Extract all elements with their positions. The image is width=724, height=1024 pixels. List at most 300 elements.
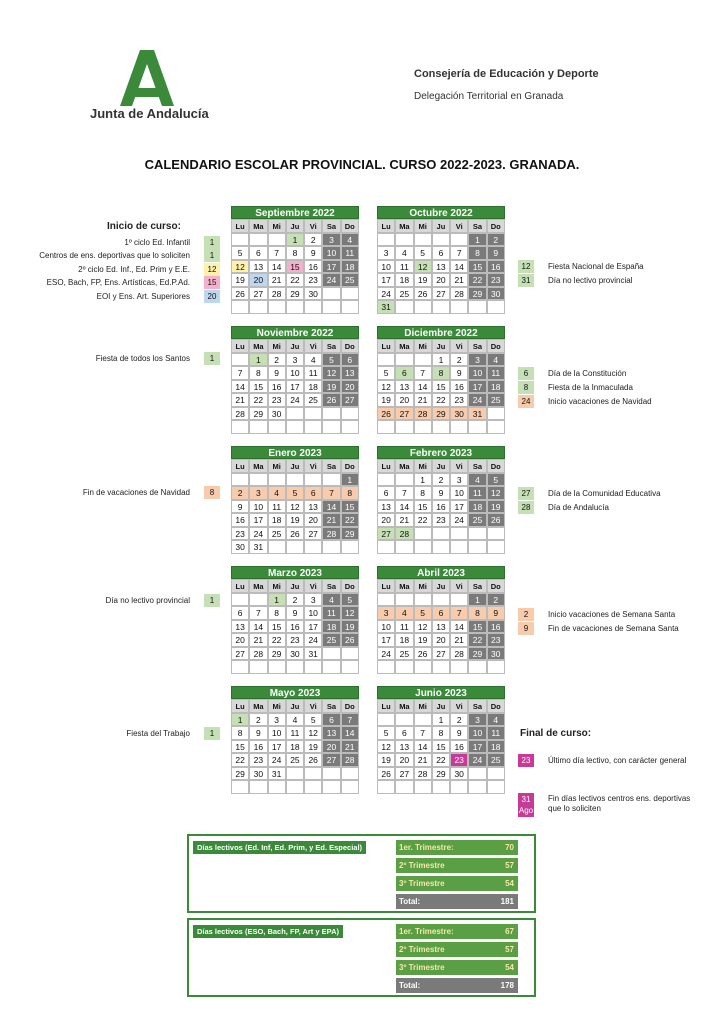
row-value: 57 (505, 945, 514, 954)
day-cell: 14 (395, 500, 413, 514)
day-cell: 28 (249, 647, 267, 661)
empty-cell (414, 527, 432, 541)
day-cell: 8 (432, 366, 450, 380)
legend-chip: 24 (518, 395, 534, 408)
empty-cell (286, 540, 304, 554)
day-cell: 18 (286, 740, 304, 754)
day-cell: 1 (432, 713, 450, 727)
day-cell: 24 (468, 753, 486, 767)
day-cell: 3 (377, 606, 395, 620)
day-cell: 2 (432, 473, 450, 487)
day-cell: 4 (487, 713, 505, 727)
empty-cell (468, 527, 486, 541)
row-value: 57 (505, 861, 514, 870)
empty-cell (414, 593, 432, 607)
day-cell: 4 (341, 233, 359, 247)
day-cell: 26 (231, 287, 249, 301)
day-cell: 8 (414, 486, 432, 500)
day-cell: 6 (249, 246, 267, 260)
empty-cell (286, 660, 304, 674)
empty-cell (304, 767, 322, 781)
day-cell: 25 (304, 393, 322, 407)
day-cell: 17 (286, 380, 304, 394)
empty-cell (304, 780, 322, 794)
empty-cell (341, 300, 359, 314)
legend-label: Día de Andalucía (548, 503, 609, 512)
day-cell: 20 (432, 633, 450, 647)
day-cell: 3 (322, 233, 340, 247)
month-calendar (377, 686, 505, 794)
day-cell: 1 (286, 233, 304, 247)
day-cell: 22 (468, 633, 486, 647)
day-cell: 30 (487, 647, 505, 661)
day-cell: 3 (304, 593, 322, 607)
day-cell: 16 (304, 260, 322, 274)
day-cell: 17 (322, 260, 340, 274)
totals-box (187, 918, 536, 997)
weekday-header: Do (341, 699, 359, 713)
day-cell: 3 (249, 486, 267, 500)
logo-text: Junta de Andalucía (90, 106, 209, 121)
empty-cell (322, 647, 340, 661)
day-cell: 14 (450, 620, 468, 634)
empty-cell (249, 780, 267, 794)
day-cell: 6 (377, 486, 395, 500)
weekday-header: Vi (450, 579, 468, 593)
empty-cell (341, 647, 359, 661)
month-calendar (377, 566, 505, 674)
day-cell: 30 (286, 647, 304, 661)
empty-cell (377, 593, 395, 607)
inicio-chip: 15 (204, 276, 220, 289)
day-cell: 24 (286, 393, 304, 407)
day-cell: 14 (341, 726, 359, 740)
legend-label (548, 794, 690, 814)
day-cell: 2 (450, 713, 468, 727)
day-cell: 18 (322, 620, 340, 634)
day-cell: 2 (231, 486, 249, 500)
day-cell: 19 (414, 633, 432, 647)
empty-cell (322, 407, 340, 421)
day-cell: 7 (414, 726, 432, 740)
day-cell: 22 (231, 753, 249, 767)
day-cell: 29 (468, 287, 486, 301)
day-cell: 11 (395, 260, 413, 274)
day-cell: 4 (487, 353, 505, 367)
month-title: Marzo 2023 (231, 566, 359, 579)
day-cell: 10 (268, 726, 286, 740)
weekday-header: Sa (468, 219, 486, 233)
empty-cell (487, 300, 505, 314)
empty-cell (414, 780, 432, 794)
weekday-header: Lu (377, 579, 395, 593)
day-cell: 13 (249, 260, 267, 274)
day-cell: 11 (304, 366, 322, 380)
empty-cell (268, 540, 286, 554)
legend-label: Fiesta Nacional de España (548, 262, 644, 271)
totals-label: Días lectivos (ESO, Bach, FP, Art y EPA) (193, 925, 343, 938)
day-cell: 30 (231, 540, 249, 554)
empty-cell (231, 420, 249, 434)
day-cell: 27 (377, 527, 395, 541)
day-cell: 11 (468, 486, 486, 500)
day-cell: 3 (377, 246, 395, 260)
empty-cell (395, 713, 413, 727)
day-cell: 24 (468, 393, 486, 407)
empty-cell (268, 420, 286, 434)
empty-cell (268, 473, 286, 487)
weekday-header: Lu (231, 219, 249, 233)
day-cell: 23 (450, 393, 468, 407)
day-cell: 10 (304, 606, 322, 620)
weekday-header: Vi (450, 339, 468, 353)
day-cell: 13 (395, 380, 413, 394)
weekday-header: Do (487, 699, 505, 713)
chip-trabajo: 1 (204, 727, 220, 740)
day-cell: 6 (304, 486, 322, 500)
day-cell: 28 (322, 527, 340, 541)
day-cell: 9 (286, 606, 304, 620)
day-cell: 27 (395, 767, 413, 781)
day-cell: 18 (487, 380, 505, 394)
weekday-header: Do (341, 579, 359, 593)
day-cell: 29 (286, 287, 304, 301)
day-cell: 22 (468, 273, 486, 287)
empty-cell (231, 780, 249, 794)
inicio-label: ESO, Bach, FP, Ens. Artísticas, Ed.P.Ad. (46, 278, 190, 288)
weekday-header: Ma (249, 459, 267, 473)
legend-label-line: Fin días lectivos centros ens. deportivas (548, 794, 691, 803)
day-cell: 21 (450, 273, 468, 287)
day-cell: 25 (268, 527, 286, 541)
day-cell: 1 (468, 593, 486, 607)
weekday-header: Ma (249, 339, 267, 353)
label-navidad-fin: Fin de vacaciones de Navidad (82, 488, 190, 497)
weekday-header: Sa (322, 459, 340, 473)
day-cell: 5 (341, 593, 359, 607)
empty-cell (231, 473, 249, 487)
chip-santos: 1 (204, 352, 220, 365)
weekday-header: Do (487, 219, 505, 233)
weekday-header: Ma (395, 579, 413, 593)
weekday-header: Do (341, 339, 359, 353)
empty-cell (304, 660, 322, 674)
weekday-header: Ma (395, 219, 413, 233)
empty-cell (377, 660, 395, 674)
day-cell: 25 (468, 513, 486, 527)
day-cell: 16 (450, 380, 468, 394)
empty-cell (322, 660, 340, 674)
day-cell: 24 (304, 633, 322, 647)
empty-cell (414, 713, 432, 727)
day-cell: 29 (231, 767, 249, 781)
legend-chip: 2 (518, 608, 534, 621)
day-cell: 7 (231, 366, 249, 380)
day-cell: 31 (249, 540, 267, 554)
empty-cell (341, 660, 359, 674)
day-cell: 26 (286, 527, 304, 541)
day-cell: 5 (304, 713, 322, 727)
day-cell: 4 (395, 606, 413, 620)
weekday-header: Ju (286, 459, 304, 473)
day-cell: 25 (322, 633, 340, 647)
day-cell: 7 (322, 486, 340, 500)
row-value: 54 (505, 963, 514, 972)
day-cell: 23 (432, 513, 450, 527)
day-cell: 10 (249, 500, 267, 514)
empty-cell (432, 420, 450, 434)
weekday-header: Ma (249, 699, 267, 713)
month-title: Enero 2023 (231, 446, 359, 459)
inicio-title: Inicio de curso: (107, 221, 181, 232)
day-cell: 4 (286, 713, 304, 727)
row-label: Total: (399, 897, 421, 906)
day-cell: 26 (304, 753, 322, 767)
day-cell: 2 (487, 233, 505, 247)
legend-chip (518, 793, 534, 817)
day-cell: 15 (468, 260, 486, 274)
day-cell: 19 (231, 273, 249, 287)
day-cell: 8 (231, 726, 249, 740)
month-calendar (377, 326, 505, 434)
empty-cell (414, 353, 432, 367)
day-cell: 2 (286, 593, 304, 607)
day-cell: 7 (450, 606, 468, 620)
totals-box (187, 834, 536, 913)
empty-cell (414, 420, 432, 434)
empty-cell (450, 593, 468, 607)
weekday-header: Lu (377, 459, 395, 473)
row-value: 54 (505, 879, 514, 888)
empty-cell (487, 780, 505, 794)
empty-cell (322, 287, 340, 301)
day-cell: 9 (304, 246, 322, 260)
day-cell: 15 (432, 740, 450, 754)
empty-cell (395, 540, 413, 554)
day-cell: 26 (377, 767, 395, 781)
inicio-chip: 12 (204, 263, 220, 276)
day-cell: 23 (487, 633, 505, 647)
day-cell: 26 (377, 407, 395, 421)
day-cell: 19 (286, 513, 304, 527)
day-cell: 20 (249, 273, 267, 287)
day-cell: 8 (268, 606, 286, 620)
day-cell: 29 (468, 647, 486, 661)
chip-navidad-fin: 8 (204, 486, 220, 499)
day-cell: 11 (487, 366, 505, 380)
empty-cell (468, 540, 486, 554)
legend-chip: 8 (518, 381, 534, 394)
day-cell: 17 (304, 620, 322, 634)
day-cell: 23 (487, 273, 505, 287)
day-cell: 28 (414, 767, 432, 781)
empty-cell (414, 233, 432, 247)
legend-label: Último día lectivo, con carácter general (548, 756, 687, 765)
day-cell: 3 (468, 353, 486, 367)
day-cell: 2 (304, 233, 322, 247)
day-cell: 6 (231, 606, 249, 620)
empty-cell (249, 593, 267, 607)
empty-cell (286, 420, 304, 434)
day-cell: 24 (268, 753, 286, 767)
chip-no-lectivo: 1 (204, 594, 220, 607)
empty-cell (249, 420, 267, 434)
month-title: Junio 2023 (377, 686, 505, 699)
empty-cell (286, 780, 304, 794)
empty-cell (432, 780, 450, 794)
day-cell: 31 (377, 300, 395, 314)
empty-cell (450, 233, 468, 247)
day-cell: 23 (304, 273, 322, 287)
day-cell: 15 (231, 740, 249, 754)
day-cell: 14 (268, 260, 286, 274)
day-cell: 16 (432, 500, 450, 514)
day-cell: 28 (341, 753, 359, 767)
day-cell: 11 (487, 726, 505, 740)
legend-label: Día de la Constitución (548, 369, 627, 378)
day-cell: 16 (450, 740, 468, 754)
empty-cell (231, 353, 249, 367)
day-cell: 20 (304, 513, 322, 527)
day-cell: 16 (286, 620, 304, 634)
day-cell: 17 (377, 273, 395, 287)
empty-cell (322, 420, 340, 434)
empty-cell (322, 540, 340, 554)
empty-cell (395, 593, 413, 607)
day-cell: 15 (268, 620, 286, 634)
day-cell: 29 (268, 647, 286, 661)
day-cell: 23 (450, 753, 468, 767)
day-cell: 21 (249, 633, 267, 647)
day-cell: 26 (341, 633, 359, 647)
day-cell: 19 (322, 380, 340, 394)
month-calendar (231, 686, 359, 794)
weekday-header: Vi (450, 459, 468, 473)
month-calendar (231, 446, 359, 554)
day-cell: 7 (341, 713, 359, 727)
day-cell: 24 (377, 647, 395, 661)
day-cell: 11 (395, 620, 413, 634)
weekday-header: Mi (268, 339, 286, 353)
empty-cell (377, 780, 395, 794)
total-row (396, 978, 518, 993)
inicio-chip: 1 (204, 249, 220, 262)
empty-cell (249, 473, 267, 487)
inicio-chip: 1 (204, 236, 220, 249)
day-cell: 24 (450, 513, 468, 527)
legend-chip: 23 (518, 754, 534, 767)
day-cell: 8 (432, 726, 450, 740)
day-cell: 29 (341, 527, 359, 541)
weekday-header: Ju (286, 579, 304, 593)
day-cell: 23 (231, 527, 249, 541)
day-cell: 5 (414, 606, 432, 620)
legend-chip: 31 (518, 274, 534, 287)
weekday-header: Ma (395, 699, 413, 713)
day-cell: 20 (432, 273, 450, 287)
empty-cell (341, 780, 359, 794)
day-cell: 16 (487, 620, 505, 634)
day-cell: 17 (249, 513, 267, 527)
day-cell: 4 (468, 473, 486, 487)
weekday-header: Lu (377, 699, 395, 713)
day-cell: 24 (322, 273, 340, 287)
weekday-header: Ju (432, 459, 450, 473)
inicio-label: 1º ciclo Ed. Infantil (124, 238, 190, 247)
row-label: 2º Trimestre (399, 861, 445, 870)
empty-cell (341, 540, 359, 554)
weekday-header: Ju (432, 699, 450, 713)
legend-label-line: que lo soliciten (548, 804, 601, 813)
day-cell: 15 (468, 620, 486, 634)
day-cell: 13 (432, 260, 450, 274)
empty-cell (268, 660, 286, 674)
empty-cell (304, 473, 322, 487)
day-cell: 4 (304, 353, 322, 367)
day-cell: 1 (341, 473, 359, 487)
day-cell: 21 (414, 753, 432, 767)
day-cell: 9 (450, 726, 468, 740)
trimestre-row (396, 858, 518, 873)
day-cell: 22 (286, 273, 304, 287)
empty-cell (432, 233, 450, 247)
empty-cell (377, 420, 395, 434)
day-cell: 26 (322, 393, 340, 407)
day-cell: 25 (286, 753, 304, 767)
trimestre-row (396, 942, 518, 957)
weekday-header: Mi (414, 219, 432, 233)
day-cell: 9 (450, 366, 468, 380)
weekday-header: Mi (414, 459, 432, 473)
day-cell: 8 (468, 246, 486, 260)
empty-cell (395, 473, 413, 487)
day-cell: 9 (432, 486, 450, 500)
label-trabajo: Fiesta del Trabajo (126, 729, 190, 738)
empty-cell (322, 300, 340, 314)
day-cell: 12 (231, 260, 249, 274)
legend-chip-day: 31 (521, 795, 531, 804)
day-cell: 5 (377, 726, 395, 740)
empty-cell (341, 407, 359, 421)
day-cell: 6 (341, 353, 359, 367)
empty-cell (487, 420, 505, 434)
weekday-header: Sa (468, 459, 486, 473)
day-cell: 29 (249, 407, 267, 421)
empty-cell (268, 233, 286, 247)
weekday-header: Lu (231, 579, 249, 593)
empty-cell (304, 540, 322, 554)
empty-cell (304, 407, 322, 421)
legend-chip: 6 (518, 367, 534, 380)
day-cell: 22 (341, 513, 359, 527)
weekday-header: Vi (304, 339, 322, 353)
weekday-header: Mi (268, 219, 286, 233)
day-cell: 30 (268, 407, 286, 421)
weekday-header: Vi (304, 579, 322, 593)
weekday-header: Vi (304, 219, 322, 233)
weekday-header: Ma (249, 579, 267, 593)
weekday-header: Sa (468, 699, 486, 713)
legend-label: Fiesta de la Inmaculada (548, 383, 633, 392)
legend-chip: 12 (518, 260, 534, 273)
month-title: Diciembre 2022 (377, 326, 505, 339)
day-cell: 18 (487, 740, 505, 754)
day-cell: 27 (322, 753, 340, 767)
empty-cell (468, 660, 486, 674)
day-cell: 21 (395, 513, 413, 527)
day-cell: 15 (414, 500, 432, 514)
empty-cell (341, 420, 359, 434)
